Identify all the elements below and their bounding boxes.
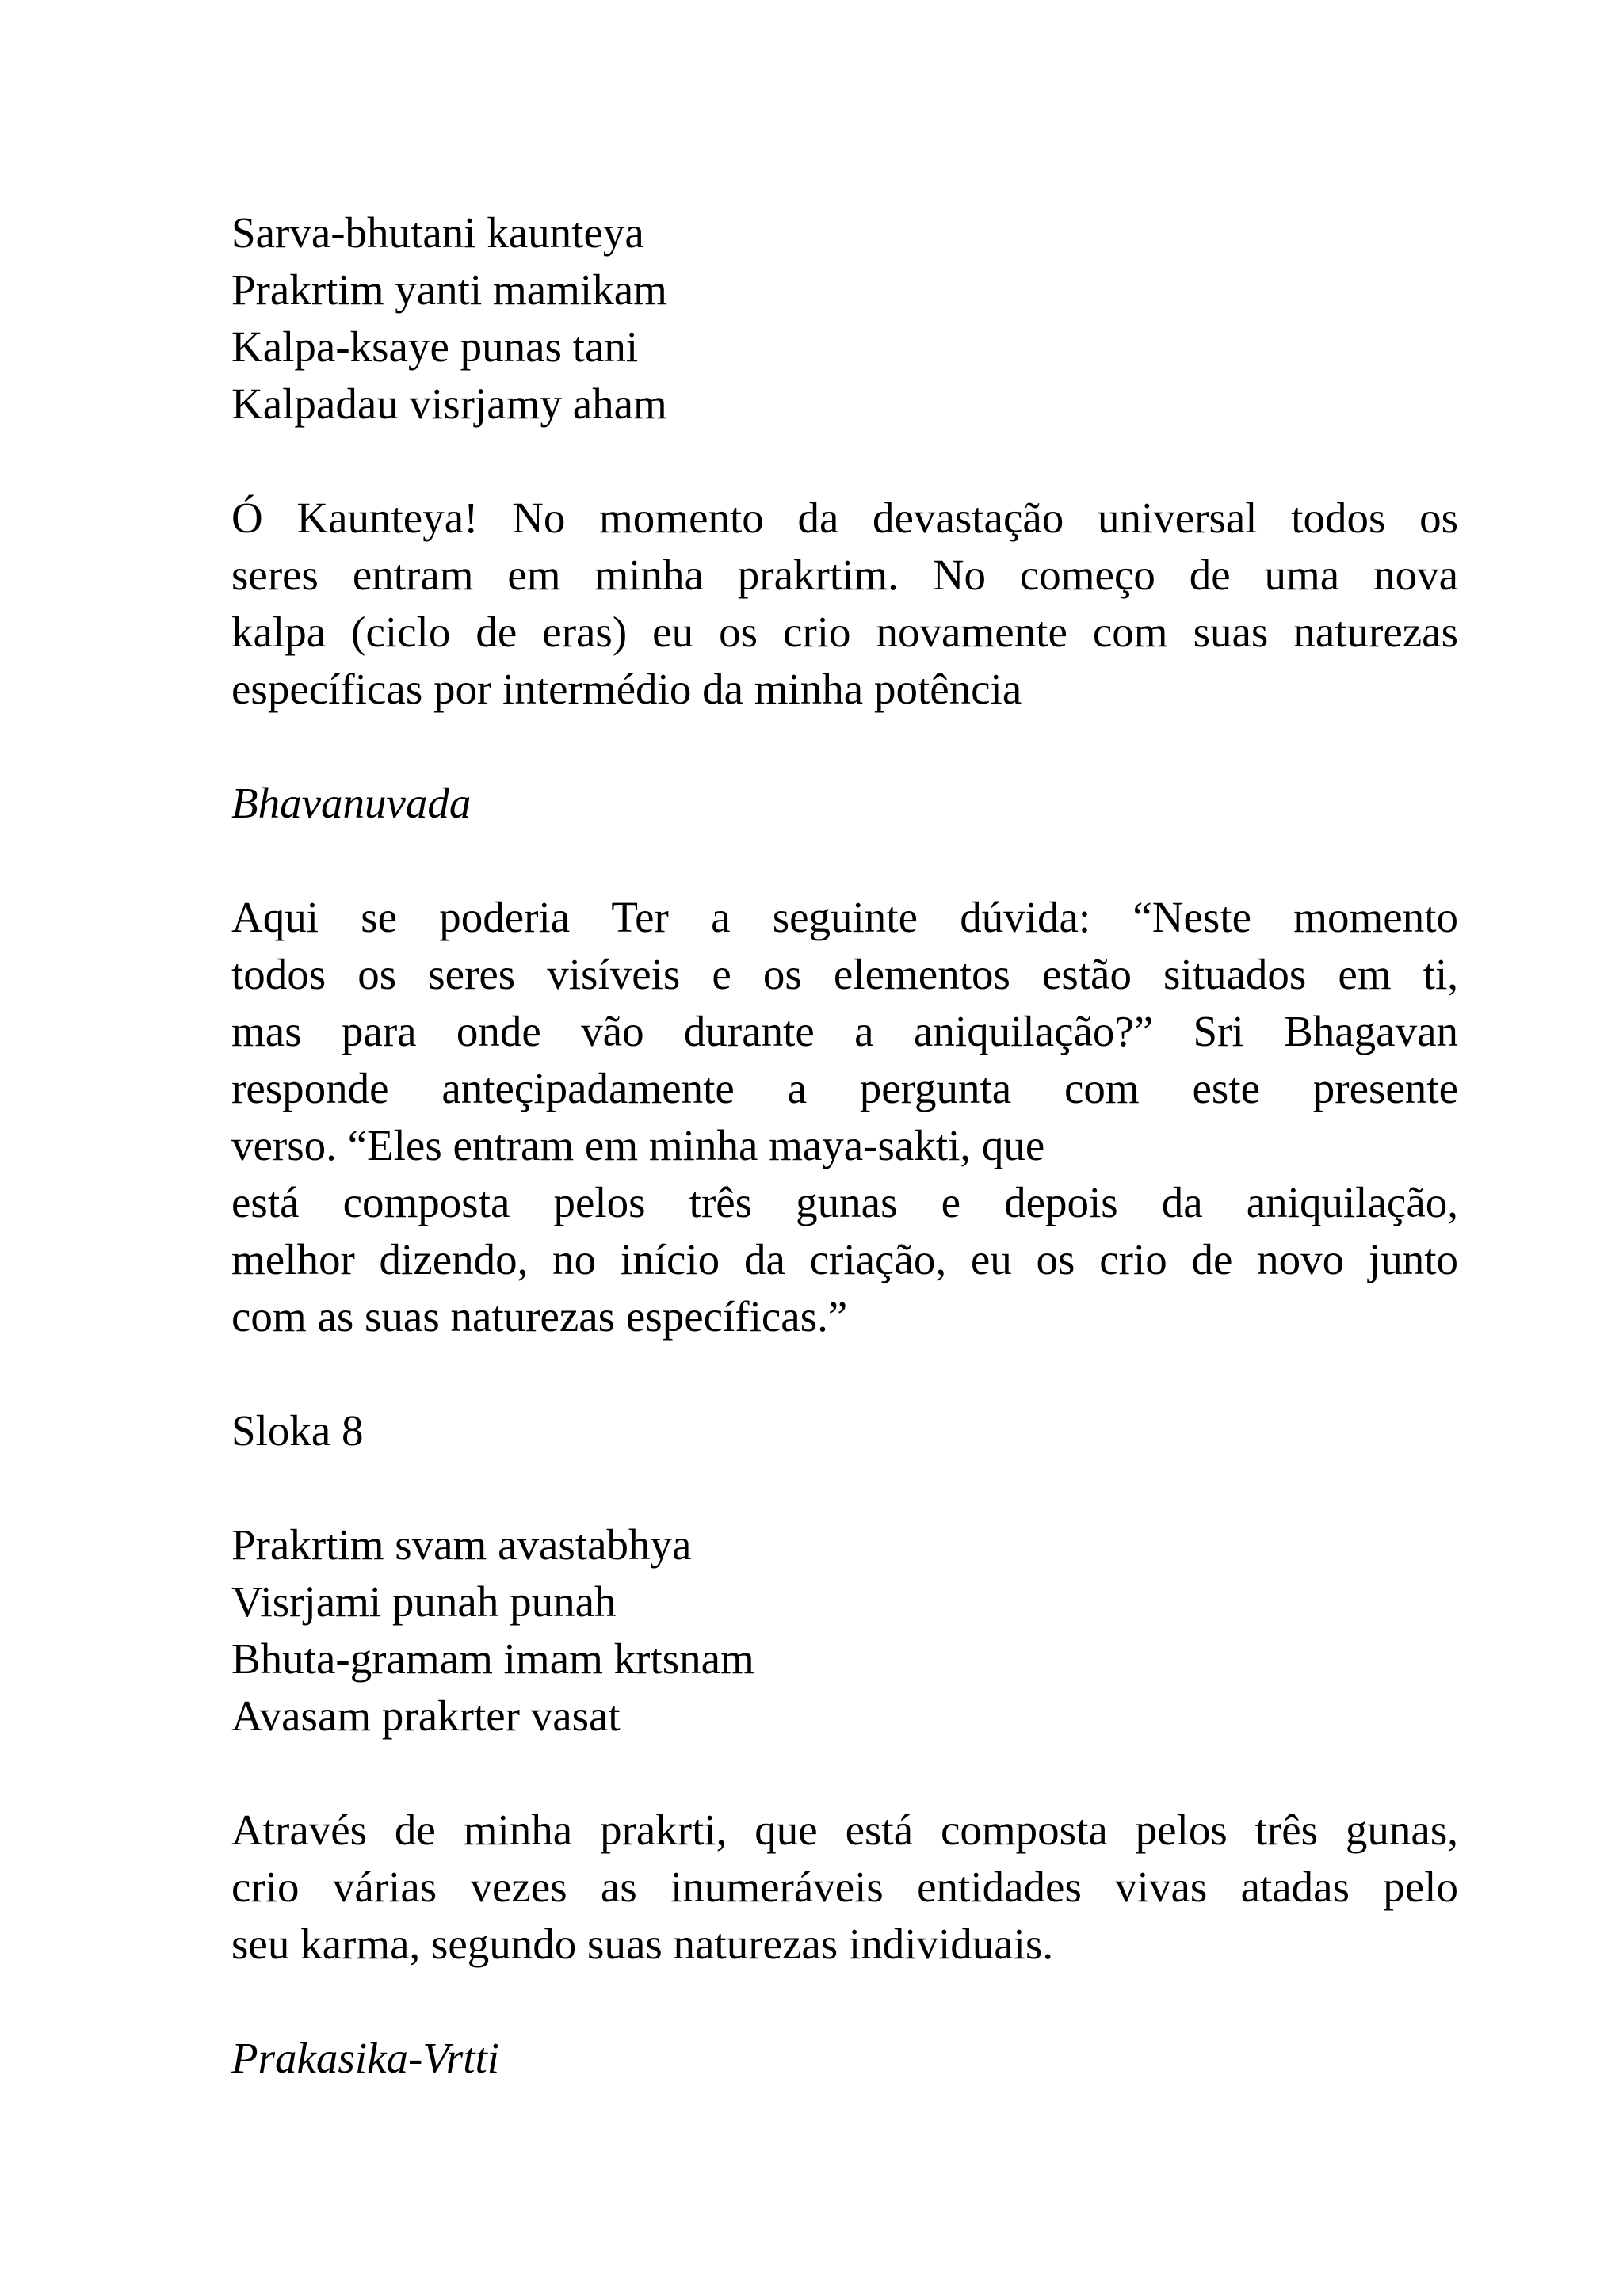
sanskrit-verse-8 bbox=[231, 1516, 1458, 1745]
paragraph-line: verso. “Eles entram em minha maya-sakti, que bbox=[231, 1121, 1045, 1169]
paragraph-line: responde anteçipadamente a pergunta com este presente bbox=[231, 1064, 1458, 1112]
spacer bbox=[231, 1745, 1458, 1802]
paragraph-line: está composta pelos três gunas e depois da aniquilação, bbox=[231, 1178, 1458, 1226]
paragraph-line: seu karma, segundo suas naturezas individuais. bbox=[231, 1920, 1054, 1968]
paragraph-line: crio várias vezes as inumeráveis entidades vivas atadas pelo bbox=[231, 1863, 1458, 1911]
paragraph-line: mas para onde vão durante a aniquilação?” Sri Bhagavan bbox=[231, 1007, 1458, 1055]
paragraph-line: todos os seres visíveis e os elementos estão situados em ti, bbox=[231, 950, 1458, 998]
paragraph-line: com as suas naturezas específicas.” bbox=[231, 1292, 848, 1341]
paragraph-line: kalpa (ciclo de eras) eu os crio novamente com suas naturezas bbox=[231, 608, 1458, 656]
spacer bbox=[231, 718, 1458, 775]
paragraph-line: Através de minha prakrti, que está composta pelos três gunas, bbox=[231, 1806, 1458, 1854]
paragraph-line: específicas por intermédio da minha potência bbox=[231, 665, 1022, 713]
section-heading-bhavanuvada: Bhavanuvada bbox=[231, 779, 472, 827]
translation-verse-7 bbox=[231, 490, 1458, 718]
spacer bbox=[231, 1345, 1458, 1402]
verse-line: Prakrtim yanti mamikam bbox=[231, 265, 667, 314]
verse-line: Kalpadau visrjamy aham bbox=[231, 379, 667, 428]
spacer bbox=[231, 1459, 1458, 1516]
paragraph-line: melhor dizendo, no início da criação, eu os crio de novo junto bbox=[231, 1235, 1458, 1283]
paragraph-line: Aqui se poderia Ter a seguinte dúvida: “Neste momento bbox=[231, 893, 1458, 941]
sloka-label: Sloka 8 bbox=[231, 1406, 364, 1455]
spacer bbox=[231, 832, 1458, 889]
verse-line: Avasam prakrter vasat bbox=[231, 1691, 621, 1740]
verse-line: Prakrtim svam avastabhya bbox=[231, 1520, 692, 1569]
spacer bbox=[231, 1973, 1458, 2030]
verse-line: Kalpa-ksaye punas tani bbox=[231, 322, 639, 371]
verse-line: Bhuta-gramam imam krtsnam bbox=[231, 1634, 754, 1683]
paragraph-line: seres entram em minha prakrtim. No começo de uma nova bbox=[231, 551, 1458, 599]
spacer bbox=[231, 433, 1458, 490]
verse-line: Visrjami punah punah bbox=[231, 1577, 617, 1626]
section-heading-prakasika-vrtti: Prakasika-Vrtti bbox=[231, 2034, 500, 2082]
translation-verse-8 bbox=[231, 1802, 1458, 1973]
commentary-paragraph bbox=[231, 889, 1458, 1345]
verse-line: Sarva-bhutani kaunteya bbox=[231, 208, 644, 257]
document-page bbox=[231, 204, 1458, 2087]
sanskrit-verse-7 bbox=[231, 204, 1458, 433]
paragraph-line: Ó Kaunteya! No momento da devastação universal todos os bbox=[231, 494, 1458, 542]
